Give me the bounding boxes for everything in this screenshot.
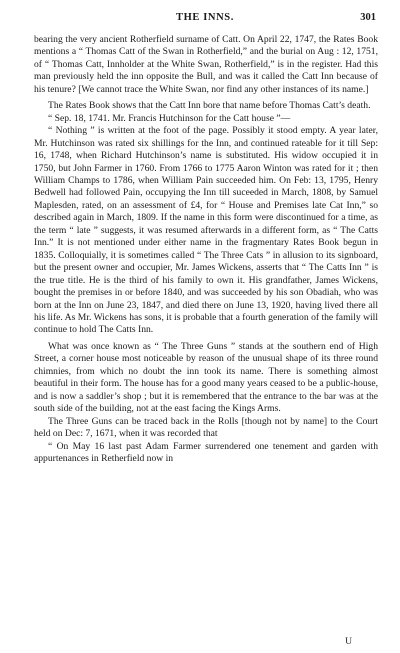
paragraph-5: What was once known as “ The Three Guns ” stands at the southern end of High Street, a corner house most noticeable by reason of the unusual shape of its three round chimnies, from which no doubt the inn took its name. There is something almost beautiful in their form. The house has for a good many years ceased to be a public-house, and is now a saddler’s shop ; but it is remembered that the entrance to the bar was at the south side of the building, not at the east facing the Kings Arms. [34,340,378,415]
page-header [34,8,376,30]
running-head: THE INNS. [176,12,234,23]
paragraph-4: “ Nothing ” is written at the foot of the page. Possibly it stood empty. A year later, Mr. Hutchinson was rated six shillings for the Inn, and continued rateable for it till Sep: 16, 1748, when Richard Hutchinson’s name is substituted. His widow occupied it in 1750, but John Farmer in 1760. From 1766 to 1775 Aaron Winton was rated for it ; then William Champs to 1786, when William Pain succeeded him. On Feb: 13, 1795, Henry Bedwell had followed Pain, occupying the Inn till suceeded in March, 1808, by Samuel Maplesden, rated, on an assessment of £4, for “ House and Premises late Cat Inn,” so described again in March, 1809. If the name in this form were discontinued for a time, as the term “ late ” suggests, it was resumed afterwards in a different form, as “ The Catts Inn.” It is not mentioned under either name in the fragmentary Rates Book begun in 1835. Colloquially, it is sometimes called “ The Three Cats ” in allusion to its signboard, but the present owner and occupier, Mr. James Wickens, asserts that “ The Catts Inn ” is the true title. He is the third of his family to own it. His grandfather, James Wickens, bought the premises in or before 1840, and was succeeded by his son Obadiah, who was born at the Inn on June 23, 1847, and died there on June 13, 1920, having lived there all his life. As Mr. Wickens has sons, it is probable that a fourth generation of the family will continue to hold The Catts Inn. [34,125,378,336]
paragraph-1: bearing the very ancient Rotherfield surname of Catt. On April 22, 1747, the Rates Book mentions a “ Thomas Catt of the Swan in Rotherfield,” and the burial on Aug : 12, 1751, of “ Thomas Catt, Innholder at the White Swan, Rotherfield,” is in the register. Had this man previously held the inn opposite the Bull, and was it called the Catt Inn because of his tenure? [We cannot trace the White Swan, nor find any other instances of its name.] [34,34,378,95]
body-text [34,34,378,465]
paragraph-3: “ Sep. 18, 1741. Mr. Francis Hutchinson for the Catt house ”— [48,112,291,124]
signature-mark: U [345,636,352,647]
paragraph-7: “ On May 16 last past Adam Farmer surrendered one tenement and garden with appurtenances in Retherfield now in [34,440,378,464]
paragraph-2: The Rates Book shows that the Catt Inn bore that name before Thomas Catt’s death. [48,100,371,112]
paragraph-6: The Three Guns can be traced back in the Rolls [though not by name] to the Court held on Dec: 7, 1671, when it was recorded that [34,415,378,440]
page-number: 301 [360,12,376,23]
